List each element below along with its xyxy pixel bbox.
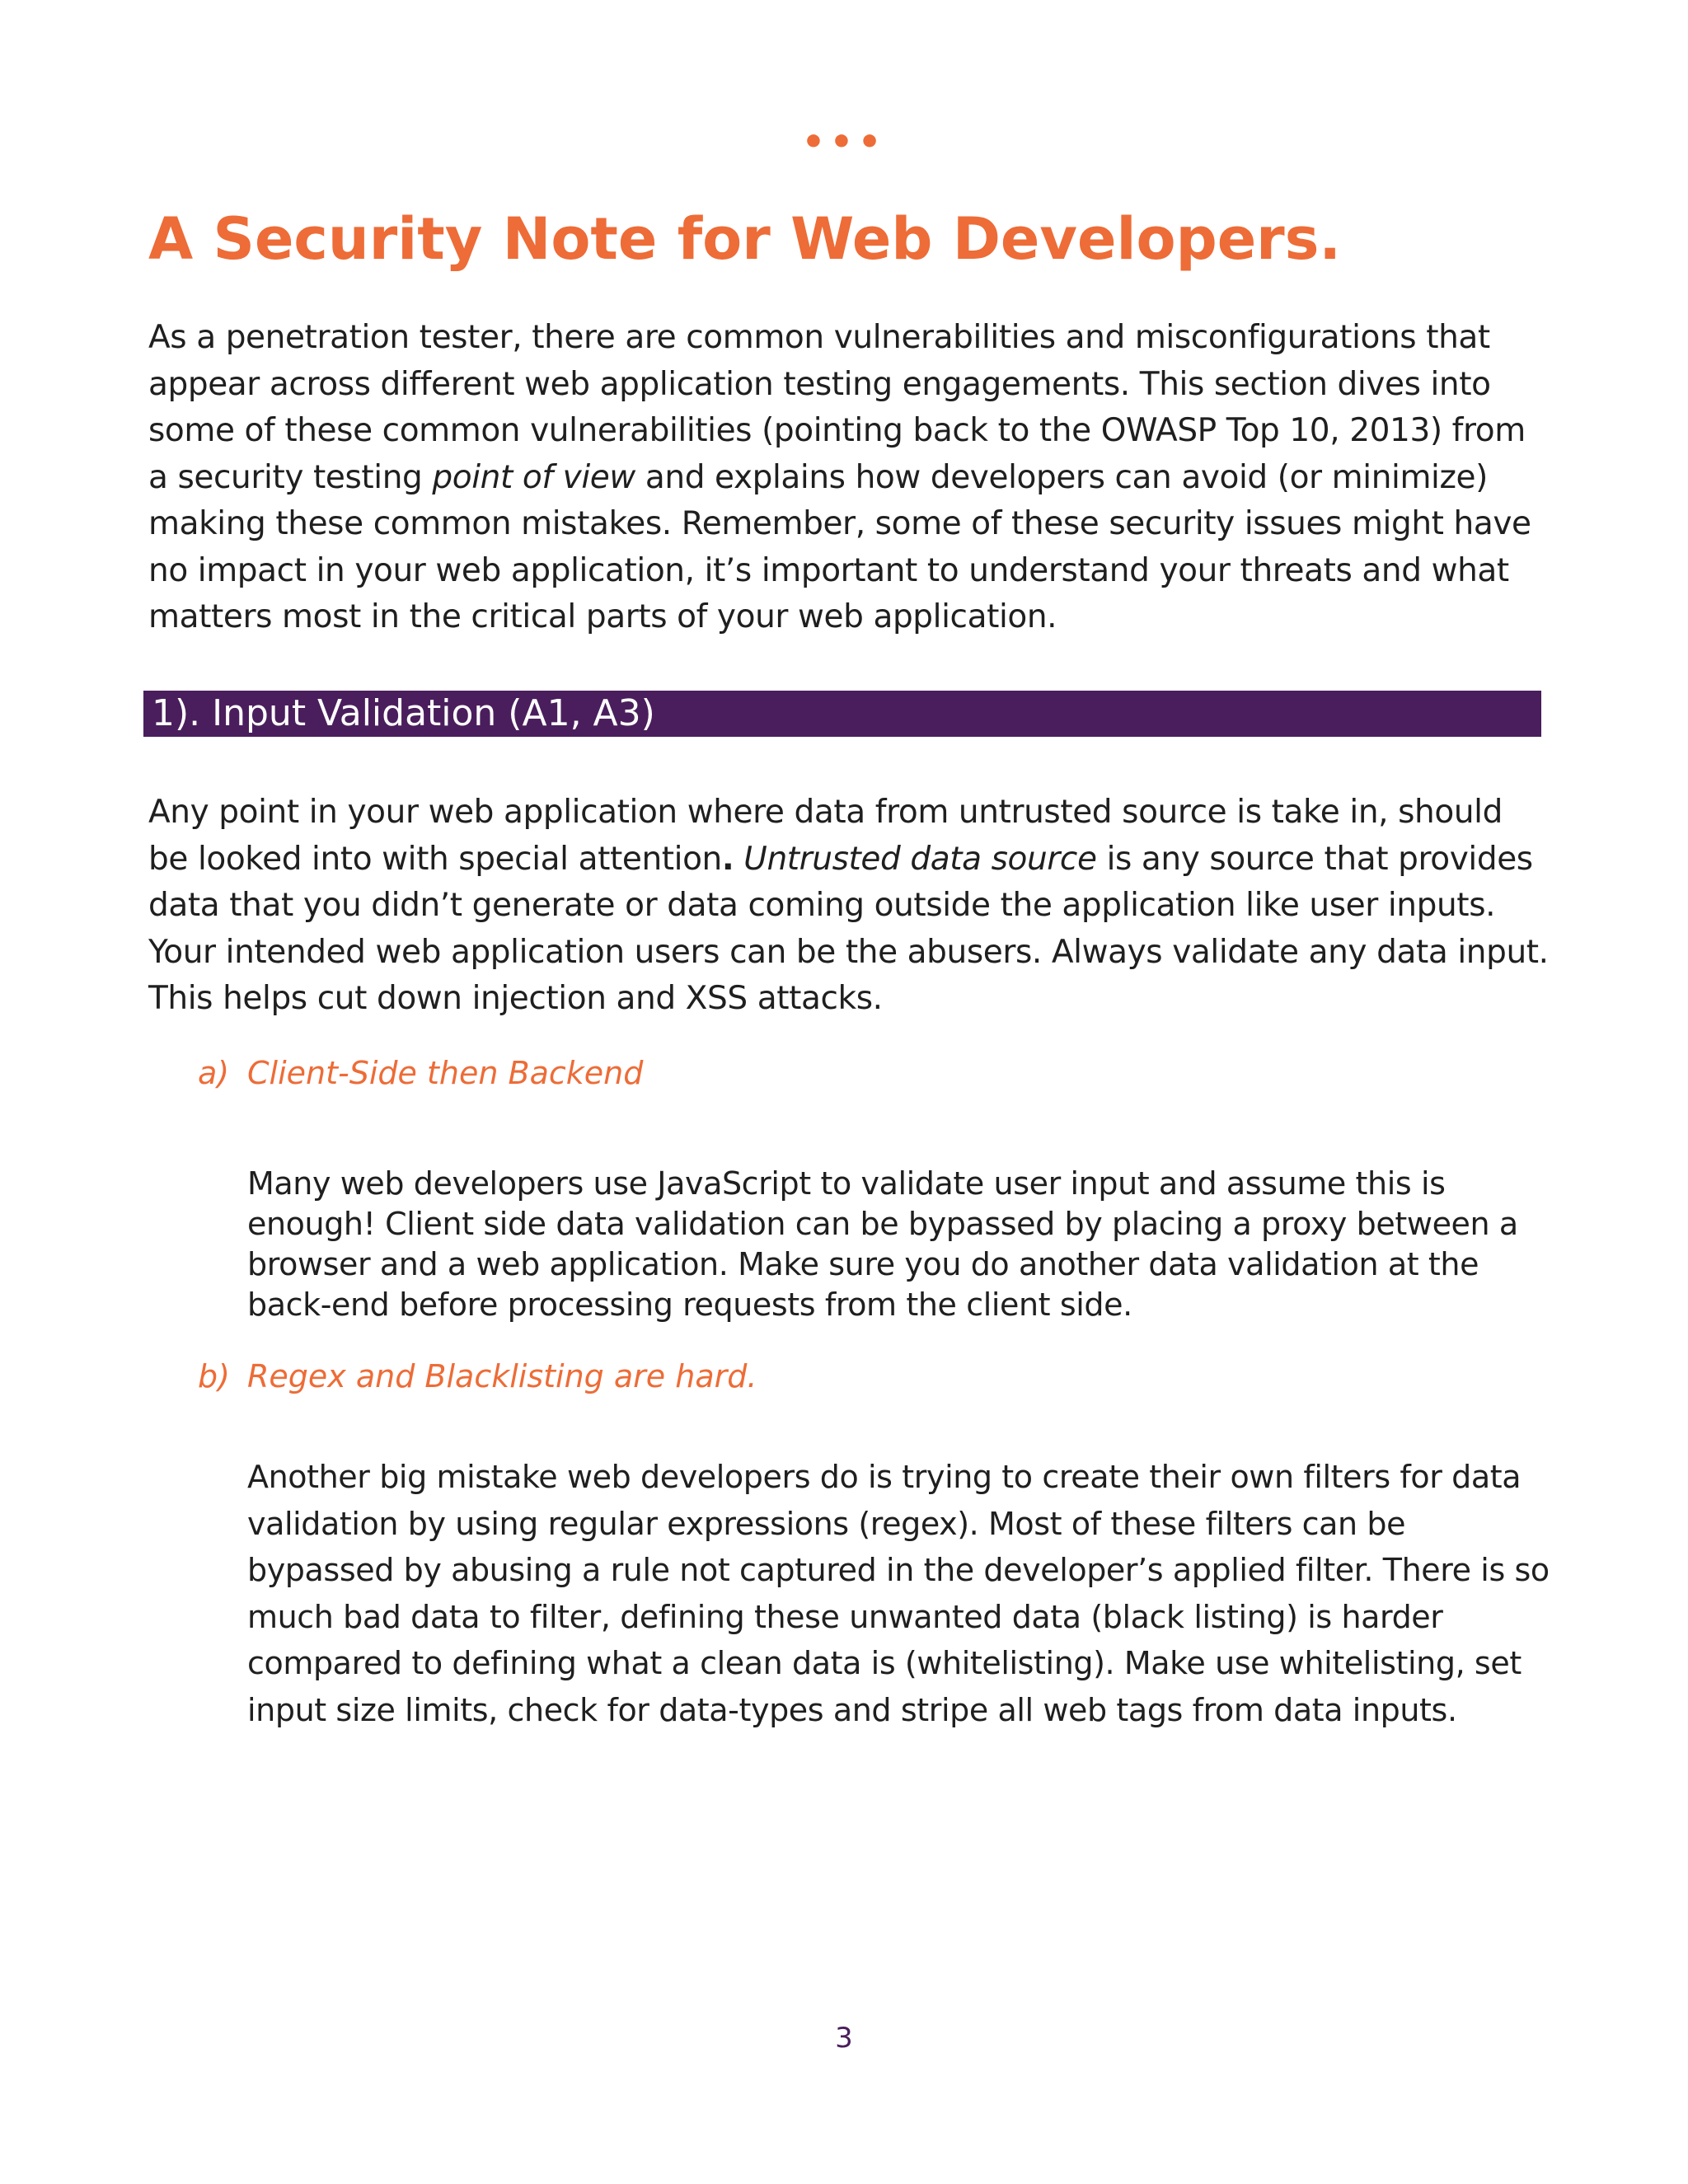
page-title: A Security Note for Web Developers. <box>148 205 1341 273</box>
header-ellipsis: ••• <box>801 121 887 163</box>
section-body-bold-period: . <box>721 840 734 878</box>
intro-text-end: and explains how developers can avoid (or minimize) making these common mistakes. Remember, some of these security issues might have no impact in your web application, it’s important to understand your threats and what matters most in the critical parts of your web application. <box>148 458 1531 635</box>
section-body-start: Any point in your web application where data from untrusted source is take in, should be looked into with special attention <box>148 794 1503 878</box>
section-body-italic-term: Untrusted data source <box>743 840 1097 878</box>
section-body-end: is any source that provides data that you didn’t generate or data coming outside the application like user inputs. Your intended web application users can be the abusers. Always validate any data input. This helps cut down injection and XSS attacks. <box>148 840 1549 1017</box>
subheading-a-marker: a) <box>198 1055 230 1091</box>
intro-italic-phrase: point of view <box>432 458 635 496</box>
subheading-a-text: Client-Side then Backend <box>247 1055 644 1091</box>
intro-paragraph <box>148 315 1550 641</box>
subsection-a-paragraph: Many web developers use JavaScript to validate user input and assume this is enough! Client side data validation can be bypassed by placing a proxy between a browser and a web application. Make sure you do another data validation at the back-end before processing requests from the client side. <box>247 1165 1518 1323</box>
section-heading-bar <box>143 691 1541 737</box>
subheading-a <box>198 1050 643 1096</box>
subheading-b <box>198 1353 757 1399</box>
section-heading: 1). Input Validation (A1, A3) <box>152 692 655 734</box>
section-body-paragraph <box>148 790 1550 1023</box>
subsection-b-paragraph: Another big mistake web developers do is trying to create their own filters for data validation by using regular expressions (regex). Most of these filters can be bypassed by abusing a rule not captured in the developer’s applied filter. There is so much bad data to filter, defining these unwanted data (black listing) is harder compared to defining what a clean data is (whitelisting). Make use whitelisting, set input size limits, check for data-types and stripe all web tags from data inputs. <box>247 1459 1550 1728</box>
subheading-b-text: Regex and Blacklisting are hard. <box>247 1358 757 1394</box>
intro-text-start: As a penetration tester, there are common vulnerabilities and misconfigurations that appear across different web application testing engagements. This section dives into some of these common vulnerabilities (pointing back to the OWASP Top 10, 2013) from a security testing <box>148 319 1526 496</box>
subheading-b-marker: b) <box>198 1358 230 1394</box>
page-number: 3 <box>835 2022 853 2055</box>
